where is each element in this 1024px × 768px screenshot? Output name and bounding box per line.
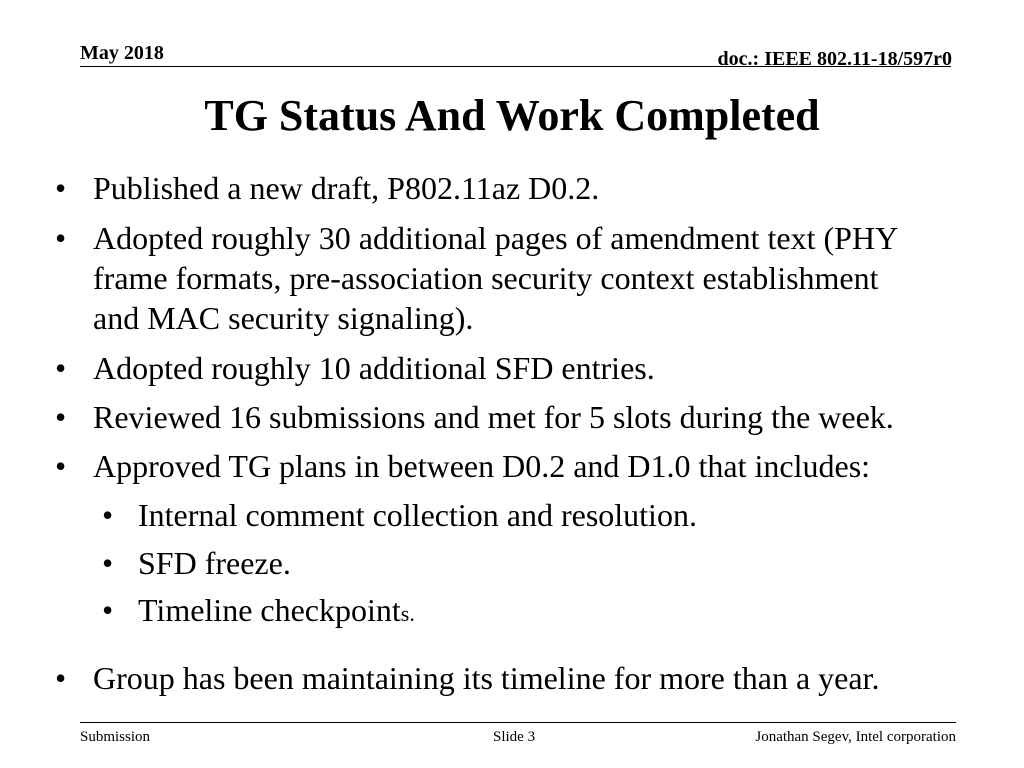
- footer-slide-number: Slide 3: [493, 729, 536, 745]
- footer-author: Jonathan Segev, Intel corporation: [755, 729, 956, 745]
- bullet-text: Published a new draft, P802.11az D0.2.: [93, 170, 600, 206]
- bullet-dot: •: [55, 660, 67, 696]
- footer-divider: [80, 722, 956, 723]
- header-divider: [80, 66, 951, 67]
- bullet-dot: •: [55, 170, 67, 206]
- bullet-text-line: and MAC security signaling).: [93, 300, 474, 336]
- sub-bullet-item: [102, 543, 291, 583]
- bullet-text-line: frame formats, pre-association security context establishment: [93, 260, 879, 296]
- sub-bullet-item: [102, 495, 697, 535]
- sub-bullet-text-tail: s.: [400, 601, 415, 626]
- header-date: May 2018: [80, 42, 164, 64]
- bullet-text: Reviewed 16 submissions and met for 5 slots during the week.: [93, 399, 894, 435]
- sub-bullet-text: Internal comment collection and resolution.: [138, 497, 697, 533]
- sub-bullet-dot: •: [102, 497, 114, 533]
- sub-bullet-text: SFD freeze.: [138, 545, 291, 581]
- header-doc-id: doc.: IEEE 802.11-18/597r0: [717, 48, 952, 70]
- bullet-dot: •: [55, 350, 67, 386]
- footer-submission: Submission: [80, 729, 151, 745]
- bullet-text: Group has been maintaining its timeline for more than a year.: [93, 660, 880, 696]
- bullet-item: [55, 658, 880, 698]
- bullet-dot: •: [55, 220, 67, 256]
- bullet-dot: •: [55, 399, 67, 435]
- sub-bullet-text: Timeline checkpoint: [138, 592, 401, 628]
- sub-bullet-dot: •: [102, 545, 114, 581]
- bullet-item: [55, 218, 899, 338]
- bullet-text: Adopted roughly 10 additional SFD entries.: [93, 350, 655, 386]
- slide-title: TG Status And Work Completed: [204, 91, 820, 140]
- bullet-dot: •: [55, 448, 67, 484]
- bullet-text-line: Adopted roughly 30 additional pages of amendment text (PHY: [93, 220, 899, 256]
- bullet-item: [55, 446, 871, 486]
- bullet-item: [55, 348, 655, 388]
- sub-bullet-dot: •: [102, 592, 114, 628]
- bullet-item: [55, 168, 600, 208]
- sub-bullet-item: [102, 590, 415, 634]
- bullet-text: Approved TG plans in between D0.2 and D1.0 that includes:: [93, 448, 871, 484]
- bullet-item: [55, 397, 894, 437]
